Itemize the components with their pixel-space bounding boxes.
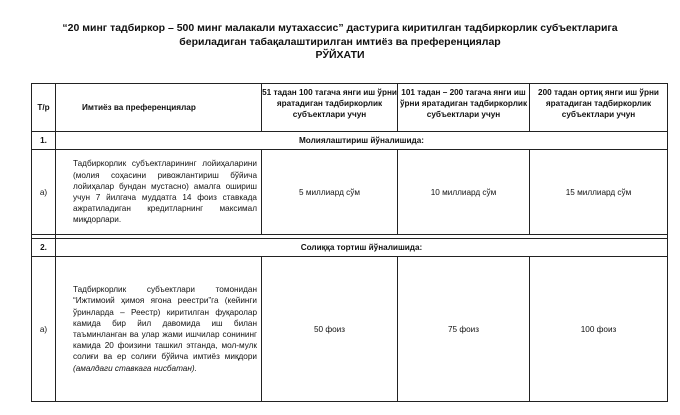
row-description: Тадбиркорлик субъектлари томонидан “Ижтимоий ҳимоя ягона реестри”га (кейинги ўринларда – Реестр) киритилган фуқаролар камида бир йил давомида иш билан таъминланган ва улар жами ишчилар сонининг камида 20 фоизини ташкил этганда, мол-мулк солиғи ва ер солиғи бўйича имтиёз миқдори (амалдаги ставкага нисбатан).	[56, 257, 262, 402]
section-number: 1.	[32, 132, 56, 150]
header-number: Т/р	[32, 84, 56, 132]
row-description-italic: (амалдаги ставкага нисбатан).	[73, 363, 197, 373]
value-cell: 10 миллиард сўм	[398, 150, 530, 235]
row-description: Тадбиркорлик субъектларининг лойиҳаларини (молия соҳасини ривожлантириш бўйича лойиҳалар бундан мустасно) амалга ошириш учун 7 йилгача муддатга 14 фоиз ставкада ажратиладиган кредитларнинг максимал миқдорлари.	[56, 150, 262, 235]
value-cell: 100 фоиз	[530, 257, 668, 402]
section-row	[32, 239, 668, 257]
header-benefit: Имтиёз ва преференциялар	[56, 84, 262, 132]
table-header-row	[32, 84, 668, 132]
header-col-200-plus: 200 тадан ортиқ янги иш ўрни яратадиган тадбиркорлик субъектлари учун	[530, 84, 668, 132]
title-line-1: “20 минг тадбиркор – 500 минг малакали мутахассис” дастурига киритилган тадбиркорлик субъектларига	[62, 22, 618, 34]
header-col-101-200: 101 тадан – 200 тагача янги иш ўрни яратадиган тадбиркорлик субъектлари учун	[398, 84, 530, 132]
table-row	[32, 150, 668, 235]
value-cell: 15 миллиард сўм	[530, 150, 668, 235]
header-col-51-100: 51 тадан 100 тагача янги иш ўрни яратадиган тадбиркорлик субъектлари учун	[262, 84, 398, 132]
value-cell: 75 фоиз	[398, 257, 530, 402]
section-number: 2.	[32, 239, 56, 257]
table-row	[32, 257, 668, 402]
document-title	[30, 22, 650, 63]
benefits-table	[31, 83, 668, 402]
title-line-2: бериладиган табақалаштирилган имтиёз ва преференциялар	[179, 35, 501, 48]
value-cell: 50 фоиз	[262, 257, 398, 402]
section-row	[32, 132, 668, 150]
row-letter: а)	[32, 257, 56, 402]
section-title: Солиққа тортиш йўналишида:	[56, 239, 668, 257]
value-cell: 5 миллиард сўм	[262, 150, 398, 235]
title-line-3: РЎЙХАТИ	[315, 49, 365, 61]
row-letter: а)	[32, 150, 56, 235]
section-title: Молиялаштириш йўналишида:	[56, 132, 668, 150]
